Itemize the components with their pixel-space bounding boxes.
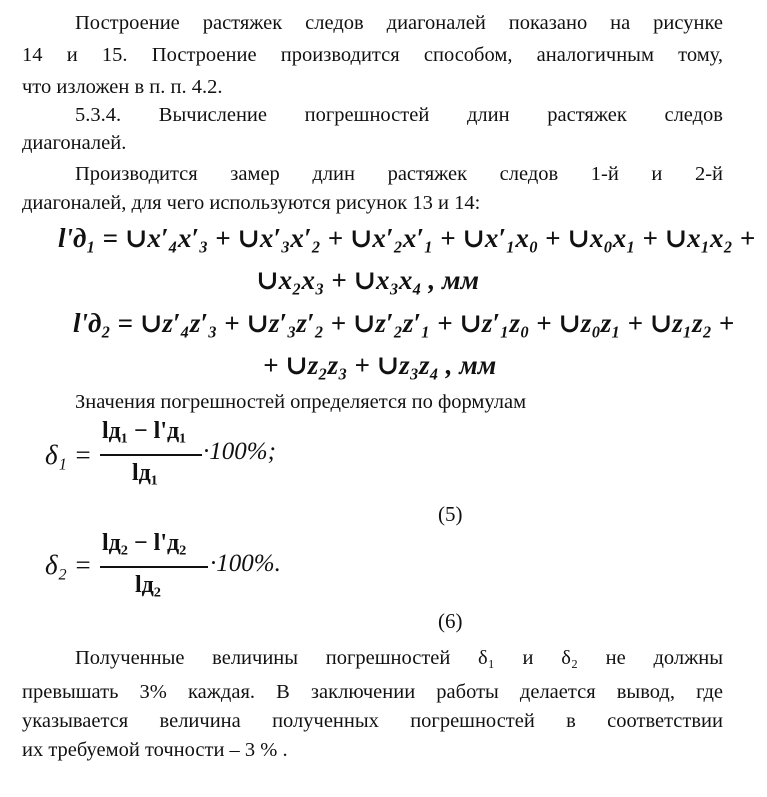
formula-ld2-line1: l'д₂ = ∪z′₄z′₃ + ∪z′₃z′₂ + ∪z′₂z′₁ + ∪z′₁z₀ + ∪z₀z₁ + ∪z₁z₂ + [73, 308, 735, 338]
delta1-denominator: lд₁ [132, 460, 159, 486]
paragraph-line: Значения погрешностей определяется по формулам [75, 391, 527, 413]
delta1-numerator: lд₁ − l'д₁ [102, 418, 187, 444]
section-heading-line: диагоналей. [22, 132, 127, 154]
formula-ld1-line2: ∪x₂x₃ + ∪x₃x₄ , мм [256, 265, 480, 295]
formula-ld2-line2: + ∪z₂z₃ + ∪z₃z₄ , мм [263, 350, 497, 380]
fraction-bar [100, 566, 208, 568]
paragraph-line: 14 и 15. Построение производится способом, аналогичным тому, [22, 44, 723, 66]
delta2-denominator: lд₂ [135, 572, 162, 598]
equation-number-6: (6) [438, 609, 463, 633]
paragraph-line: диагоналей, для чего используются рисунок 13 и 14: [22, 192, 481, 214]
delta2-tail: ·100%. [210, 550, 281, 577]
section-heading-line: 5.3.4. Вычисление погрешностей длин растяжек следов [75, 104, 723, 126]
paragraph-line: Полученные величины погрешностей δ₁ и δ₂ не должны [75, 647, 723, 669]
paragraph-line: их требуемой точности – 3 % . [22, 739, 288, 761]
delta1-lhs: δ₁ = [45, 440, 92, 470]
paragraph-line: Построение растяжек следов диагоналей показано на рисунке [75, 12, 723, 34]
paragraph-line: превышать 3% каждая. В заключении работы делается вывод, где [22, 681, 723, 703]
paragraph-line: Производится замер длин растяжек следов 1-й и 2-й [75, 163, 723, 185]
delta2-numerator: lд₂ − l'д₂ [102, 530, 187, 556]
formula-ld1-line1: l'д₁ = ∪x′₄x′₃ + ∪x′₃x′₂ + ∪x′₂x′₁ + ∪x′₁x₀ + ∪x₀x₁ + ∪x₁x₂ + [58, 223, 756, 253]
equation-number-5: (5) [438, 502, 463, 526]
paragraph-line: указывается величина полученных погрешностей в соответствии [22, 710, 723, 732]
delta2-lhs: δ₂ = [45, 550, 92, 580]
fraction-bar [100, 454, 202, 456]
delta1-tail: ·100%; [203, 438, 276, 465]
paragraph-line: что изложен в п. п. 4.2. [22, 76, 223, 98]
